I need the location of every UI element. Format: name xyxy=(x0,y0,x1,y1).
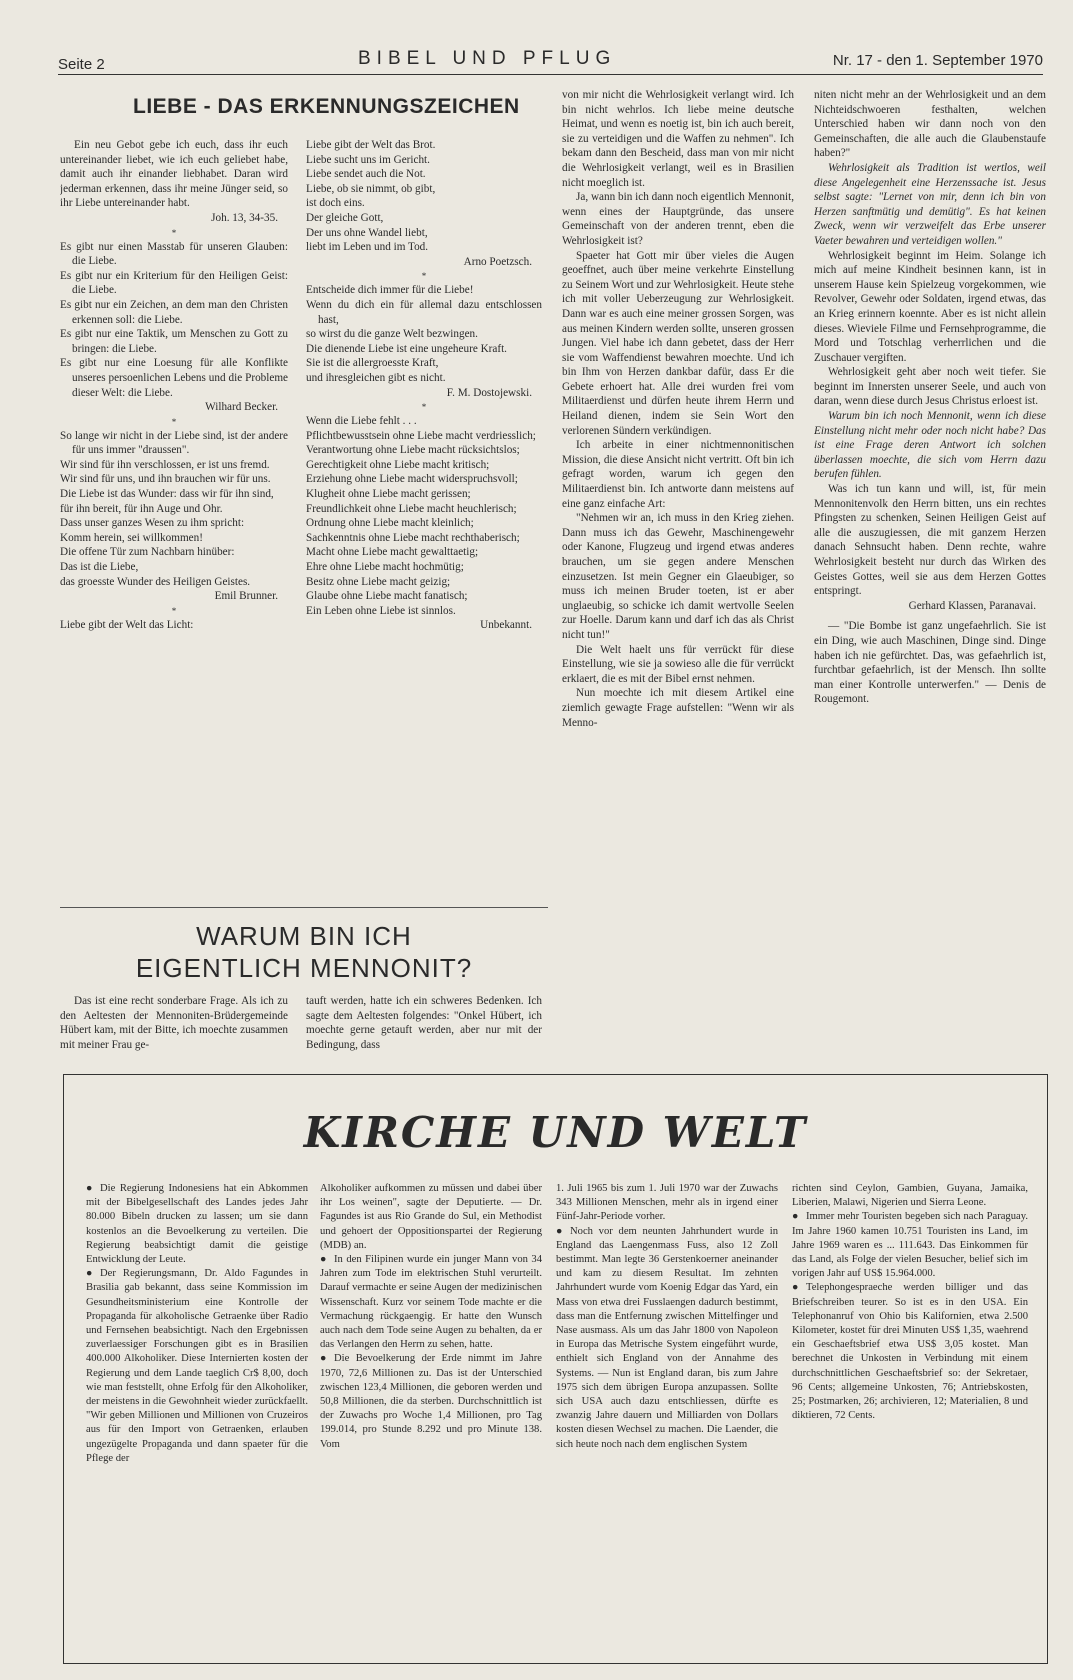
section-title-kirche-und-welt: KIRCHE UND WELT xyxy=(303,1108,808,1157)
bullet-icon: ● xyxy=(320,1353,327,1365)
verse-line: Entscheide dich immer für die Liebe! xyxy=(306,284,474,297)
divider-star: * xyxy=(171,416,177,427)
verse-line: Es gibt nur einen Masstab für unseren Glauben: die Liebe. xyxy=(60,240,288,268)
bullet-icon: ● xyxy=(792,1282,799,1294)
issue-date: Nr. 17 - den 1. September 1970 xyxy=(832,52,1043,69)
verse-line: Glaube ohne Liebe macht fanatisch; xyxy=(306,590,468,603)
citation: Joh. 13, 34-35. xyxy=(211,211,278,224)
paragraph: Wehrlosigkeit beginnt im Heim. Solange ich mich auf meine Kindheit besinnen kann, ist in unserem Hause kein Spielzeug vorgekommen, wie Revolver, Gewehr oder Soldaten, irgend etwas, das an Krieg erinnern koennte. Aber es ist nicht allein dieses. Wieviele Filme und Fernsehprogramme, die Mord und Totschlag verherrlichen und die Zuschauer vergiften. xyxy=(814,249,1046,364)
paragraph: Spaeter hat Gott mir über vieles die Augen geoeffnet, auch über meine verkehrte Einstellung zu Seinem Wort und zur Wehrlosigkeit. Heute stehe ich mit voller Ueberzeugung zur Wehrlosigkeit. Dann war es auch eine meiner grossen Sorgen, was aus meinen Kindern werden sollte, unseren grossen Jungen. Viel habe ich dann gebetet, dass der Herr sie vom Waffendienst bewahren moechte. Und ich bin Ihm von Herzen dankbar dafür, dass Er die Gebete erhoert hat. Alle drei wurden frei vom Militaerdienst und dürfen heute ihrem Herrn und Heiland dienen, indem sie Sein Wort den verlorenen Sündern verkündigen. xyxy=(562,249,794,437)
verse-line: Besitz ohne Liebe macht geizig; xyxy=(306,575,451,588)
kirche-column-4 xyxy=(792,1182,1028,1652)
paragraph: niten nicht mehr an der Wehrlosigkeit und an dem Nichteidschwoeren festhalten, welchen Unterschied haben wir dann noch von den Gemeinschaften, die alle auch die Glaubenstaufe haben?" xyxy=(814,89,1046,160)
paragraph: Wehrlosigkeit als Tradition ist wertlos, weil diese Angelegenheit eine Herzenssache ist. Jesus selbst sagte: "Lernet von mir, denn ich bin von Herzen sanftmütig und demütig". Es hat keinen Zweck, wenn wir verzweifelt das Erbe unserer Vaeter bewahren und verteidigen wollen." xyxy=(814,161,1046,247)
bullet-icon: ● xyxy=(86,1268,93,1280)
page-header xyxy=(58,48,1043,74)
liebe-column-1 xyxy=(60,138,288,898)
news-item: ● Immer mehr Touristen begeben sich nach Paraguay. Im Jahre 1960 kamen 10.751 Touristen ins Land, im Jahre 1969 waren es ... 111.643. Das Einkommen für das Land, als Folge der vielen Besucher, belief sich im vorigen Jahr auf US$ 15.964.000. xyxy=(792,1211,1028,1280)
verse-line: Gerechtigkeit ohne Liebe macht kritisch; xyxy=(306,458,490,471)
quote: — "Die Bombe ist ganz ungefaehrlich. Sie ist ein Ding, wie auch Maschinen, Dinge sind. Dinge haben ich nie gefürchtet. Das, was gefaehrlich ist, furchtbar gefaehrlich, ist der Mensch. Ihn sollte man einer Kontrolle unterwerfen." — Denis de Rougemont. xyxy=(814,620,1046,706)
divider-star: * xyxy=(421,271,427,282)
news-item: 1. Juli 1965 bis zum 1. Juli 1970 war der Zuwachs 343 Millionen Menschen, mehr als in irgend einer Fünf-Jahr-Periode vorher. xyxy=(556,1183,778,1223)
verse-line: Es gibt nur ein Zeichen, an dem man den Christen erkennen soll: die Liebe. xyxy=(60,298,288,326)
news-item: ● Die Regierung Indonesiens hat ein Abkommen mit der Bibelgesellschaft des Landes jedes Jahr 80.000 Bibeln drucken zu lassen; um sie dann kostenlos an die Bevoelkerung zu verteilen. Die Regierung beabsichtigt damit die geistige Entwicklung der Leute. xyxy=(86,1183,308,1266)
verse-line: Der uns ohne Wandel liebt, xyxy=(306,226,428,239)
news-item: ● In den Filipinen wurde ein junger Mann von 34 Jahren zum Tode im elektrischen Stuhl verurteilt. Darauf vermachte er seine Augen der medizinischen Wissenschaft. Kurz vor seinem Tode machte er die Vermachung rückgaengig. Er hatte den Wunsch auch nach dem Tode seine Augen zu behalten, da er das Verlangen den Herrn zu sehen, hatte. xyxy=(320,1254,542,1351)
verse-line: Ein Leben ohne Liebe ist sinnlos. xyxy=(306,604,456,617)
verse-line: Wir sind für uns, und ihn brauchen wir für uns. xyxy=(60,473,271,486)
verse-line: Klugheit ohne Liebe macht gerissen; xyxy=(306,488,471,501)
kirche-column-1 xyxy=(86,1182,308,1652)
verse-line: Ehre ohne Liebe macht hochmütig; xyxy=(306,561,464,574)
warum-column-4 xyxy=(814,88,1046,1064)
author: Unbekannt. xyxy=(480,619,532,632)
kirche-column-3 xyxy=(556,1182,778,1652)
verse-line: Wenn die Liebe fehlt . . . xyxy=(306,415,417,428)
verse-line: Dass unser ganzes Wesen zu ihm spricht: xyxy=(60,517,245,530)
paragraph: von mir nicht die Wehrlosigkeit verlangt wird. Ich bin nicht wehrlos. Ich liebe meine deutsche Heimat, und wenn es noetig ist, bin ich auch bereit, sie zu verteidigen und die Waffen zu nehmen". Ich bekam dann den Bescheid, dass man von mir nicht die Wehrlosigkeit verlangt, weil es in Brasilien nicht moeglich ist. xyxy=(562,89,794,189)
verse-line: Liebe sucht uns im Gericht. xyxy=(306,153,430,166)
kirche-column-2 xyxy=(320,1182,542,1652)
verse-line: Liebe, ob sie nimmt, ob gibt, xyxy=(306,182,436,195)
verse-line: Wir sind für ihn verschlossen, er ist uns fremd. xyxy=(60,458,270,471)
paper-title: BIBEL UND PFLUG xyxy=(358,48,617,69)
paragraph: Warum bin ich noch Mennonit, wenn ich diese Einstellung nicht mehr oder noch nicht habe? Das ist eine Frage deren Antwort ich solchen überlassen moechte, die sich vom Herrn dazu berufen fühlen. xyxy=(814,410,1046,481)
verse-line: Es gibt nur eine Loesung für alle Konflikte unseres persoenlichen Lebens und die Probleme dieser Welt: die Liebe. xyxy=(60,357,288,399)
verse-line: Wenn du dich ein für allemal dazu entschlossen hast, xyxy=(306,298,542,326)
news-item: ● Der Regierungsmann, Dr. Aldo Fagundes in Brasilia gab bekannt, dass seine Kommission im Gesundheitsministerium eine Kontrolle der Propaganda für alkoholische Getraenke über Radio und Fernsehen beabsichtigt. Nach den Ergebnissen zuverlaessiger Forschungen gibt es in Brasilien 400.000 Alkoholiker. Diese Internierten kosten der Regierung und dem Lande taeglich Cr$ 8,00, doch wie man feststellt, ohne Erfolg für den Alkoholiker, der meistens in die Gewohnheit wieder zurückfaellt. "Wir geben Millionen und Millionen von Cruzeiros aus für den Import von Getraenken, erlauben ungezügelte Propaganda und dann spaeter für die Pflege der xyxy=(86,1268,308,1464)
verse-line: ist doch eins. xyxy=(306,197,365,210)
paragraph: Das ist eine recht sonderbare Frage. Als ich zu den Aeltesten der Mennoniten-Brüdergemeinde Hübert kam, mit der Bitte, ich moechte zusammen mit meiner Frau ge- xyxy=(60,995,288,1051)
verse-line: Liebe gibt der Welt das Brot. xyxy=(306,139,436,151)
paragraph: Was ich tun kann und will, ist, für mein Mennonitenvolk den Herrn bitten, uns ein rechtes Pfingsten zu schenken, Seinen Heiligen Geist auf alle die auszugiessen, die mit ganzem Herzen danach Sehnsucht haben. Denn rechte, wahre Wehrlosigkeit besteht nur durch das Wirken des Geistes Gottes, weil sie aus dem Herzen Gottes entspringt. xyxy=(814,483,1046,598)
verse-line: das groesste Wunder des Heiligen Geistes. xyxy=(60,575,251,588)
verse-line: Sachkenntnis ohne Liebe macht rechthaberisch; xyxy=(306,531,520,544)
news-item: ● Noch vor dem neunten Jahrhundert wurde in England das Laengenmass Fuss, also 12 Zoll bestimmt. Man legte 36 Gerstenkoerner aneinander und kam zu diesem Resultat. Im zehnten Jahrhundert wurde vom Koenig Edgar das Yard, ein Mass von etwa drei Fusslaengen dadurch bestimmt, dass man die Entfernung zwischen Mittelfinger und Nase ausmass. Als um das Jahr 1800 von Napoleon in Europa das Metrische System eingeführt wurde, enthielt sich England von der Annahme des Systems. — Nun ist England daran, bis zum Jahre 1975 sich dem übrigen Europa anzupassen. Sollte sich USA auch dazu entschliessen, dürfte es zwanzig Jahre dauern und Milliarden von Dollars kosten diesen Wechsel zu machen. Die Laender, die sich heute noch nach dem englischen System xyxy=(556,1225,778,1450)
title-line-2: EIGENTLICH MENNONIT? xyxy=(135,953,473,983)
article-title-liebe: LIEBE - DAS ERKENNUNGSZEICHEN xyxy=(133,95,520,118)
paragraph: Nun moechte ich mit diesem Artikel eine ziemlich gewagte Frage aufstellen: "Wenn wir als Menno- xyxy=(562,687,794,729)
verse-line: Die Liebe ist das Wunder: dass wir für ihn sind, xyxy=(60,488,274,501)
section-rule xyxy=(60,907,548,908)
verse-line: Es gibt nur eine Taktik, um Menschen zu Gott zu bringen: die Liebe. xyxy=(60,328,288,355)
bullet-icon: ● xyxy=(556,1225,563,1237)
paragraph: Ein neu Gebot gebe ich euch, dass ihr euch untereinander liebet, wie ich euch geliebet habe, damit auch ihr einander liebhabet. Daran wird jederman erkennen, dass ihr meine Jünger seid, so ihr Liebe untereinander habt. xyxy=(60,139,288,210)
warum-column-3 xyxy=(562,88,794,1064)
verse-line: Liebe sendet auch die Not. xyxy=(306,168,426,181)
paragraph: Die Welt haelt uns für verrückt für diese Einstellung, wie sie ja sowieso alle die für verrückt erklaert, die es mit der Bibel ernst nehmen. xyxy=(562,643,794,685)
verse-line: so wirst du die ganze Welt bezwingen. xyxy=(306,328,478,341)
title-line-1: WARUM BIN ICH xyxy=(196,921,412,951)
bullet-icon: ● xyxy=(86,1183,93,1194)
verse-line: und ihresgleichen gibt es nicht. xyxy=(306,371,446,384)
verse-line: So lange wir nicht in der Liebe sind, ist der andere für uns immer "draussen". xyxy=(60,429,288,457)
header-rule xyxy=(58,74,1043,75)
paragraph: Ich arbeite in einer nichtmennonitischen Mission, die diese Ansicht nicht vertritt. Oft bin ich gefragt worden, warum ich gegen den Militaerdienst bin. Ich antworte dann meistens auf eine ganz einfache Art: xyxy=(562,439,794,510)
bullet-icon: ● xyxy=(792,1211,799,1223)
news-item: ● Die Bevoelkerung der Erde nimmt im Jahre 1970, 72,6 Millionen zu. Das ist der Unterschied zwischen 123,4 Millionen, die geboren werden und 50,8 Millionen, die da sterben. Durchschnittlich ist der Zuwachs pro Woche 1,4 Millionen, pro Tag 199.014, pro Stunde 8.292 und pro Minute 138. Vom xyxy=(320,1353,542,1450)
verse-line: Liebe gibt der Welt das Licht: xyxy=(60,618,194,631)
author: F. M. Dostojewski. xyxy=(446,386,532,399)
author: Emil Brunner. xyxy=(214,590,278,603)
divider-star: * xyxy=(421,402,427,413)
bullet-icon: ● xyxy=(320,1254,327,1266)
verse-line: Erziehung ohne Liebe macht widerspruchsvoll; xyxy=(306,473,518,486)
news-item: richten sind Ceylon, Gambien, Guyana, Jamaika, Liberien, Malawi, Nigerien und Sierra Leone. xyxy=(792,1183,1028,1209)
article-title-warum xyxy=(60,920,548,984)
verse-line: Pflichtbewusstsein ohne Liebe macht verdriesslich; xyxy=(306,429,536,442)
verse-line: Der gleiche Gott, xyxy=(306,211,384,224)
verse-line: Die dienende Liebe ist eine ungeheure Kraft. xyxy=(306,342,507,355)
liebe-column-2 xyxy=(306,138,542,898)
verse-line: Die offene Tür zum Nachbarn hinüber: xyxy=(60,546,235,559)
verse-line: für ihn bereit, für ihn Auge und Ohr. xyxy=(60,502,223,515)
news-item: Alkoholiker aufkommen zu müssen und dabei über ihr Los weinen", sagte der Deputierte. — Dr. Fagundes ist aus Rio Grande do Sul, ein Methodist und gehoert der Oppositionspartei der Regierung (MDB) an. xyxy=(320,1183,542,1251)
warum-column-2 xyxy=(306,994,542,1072)
warum-column-1 xyxy=(60,994,288,1072)
author: Gerhard Klassen, Paranavai. xyxy=(908,599,1036,612)
divider-star: * xyxy=(171,227,177,238)
verse-line: Das ist die Liebe, xyxy=(60,561,139,574)
verse-line: Sie ist die allergroesste Kraft, xyxy=(306,357,439,370)
verse-line: Komm herein, sei willkommen! xyxy=(60,531,203,544)
paragraph: Ja, wann bin ich dann noch eigentlich Mennonit, wenn eines der Hauptgründe, das unsere Gemeinschaft von der anderen trennt, eben die Wehrlosigkeit ist? xyxy=(562,191,794,247)
verse-line: Es gibt nur ein Kriterium für den Heiligen Geist: die Liebe. xyxy=(60,269,288,297)
verse-line: Macht ohne Liebe macht gewalttaetig; xyxy=(306,546,479,559)
author: Arno Poetzsch. xyxy=(463,255,532,268)
author: Wilhard Becker. xyxy=(205,401,278,414)
verse-line: Verantwortung ohne Liebe macht rücksichtslos; xyxy=(306,444,520,457)
verse-line: liebt im Leben und im Tod. xyxy=(306,241,429,254)
paragraph: "Nehmen wir an, ich muss in den Krieg ziehen. Dann muss ich das Gewehr, Maschinengewehr oder Kanone, Flugzeug und irgend etwas anderes brauchen, um sie gegen andere Menschen einzusetzen. Ist mein Gegner ein Glaeubiger, so muss ich meinen Bruder toeten, ist er aber unglaeubig, so schicke ich damit wertvolle Seelen zur Hoelle. Darum kann und darf ich das als Christ nicht tun!" xyxy=(562,512,794,641)
page-number: Seite 2 xyxy=(58,56,105,73)
divider-star: * xyxy=(171,605,177,616)
paragraph: Wehrlosigkeit geht aber noch weit tiefer. Sie beginnt im Innersten unserer Seele, und auch von daran, wenn diese durch Jesus Christus erloest ist. xyxy=(814,366,1046,408)
news-item: ● Telephongespraeche werden billiger und das Briefschreiben teurer. So ist es in den USA. Ein Telephonanruf von Ohio bis Kalifornien, etwa 2.500 Kilometer, kostet für drei Minuten US$ 1,35, waehrend ein Geschaeftsbrief etwa US$ 3,05 kostet. Man berechnet die Unkosten in Verbindung mit einem durchschnittlichen Geschaeftsbrief so: der Sekretaer, 96 Cents; allgemeine Unkosten, 76; Antriebskosten, 25; Postmarken, 26; archivieren, 12; Materialien, 8 und diktieren, 72 Cents. xyxy=(792,1282,1028,1422)
verse-line: Freundlichkeit ohne Liebe macht heuchlerisch; xyxy=(306,502,517,515)
verse-line: Ordnung ohne Liebe macht kleinlich; xyxy=(306,517,474,530)
paragraph: tauft werden, hatte ich ein schweres Bedenken. Ich sagte dem Aeltesten folgendes: "Onkel Hübert, ich moechte gerne getauft werden, aber nur mit der Bedingung, dass xyxy=(306,995,542,1051)
